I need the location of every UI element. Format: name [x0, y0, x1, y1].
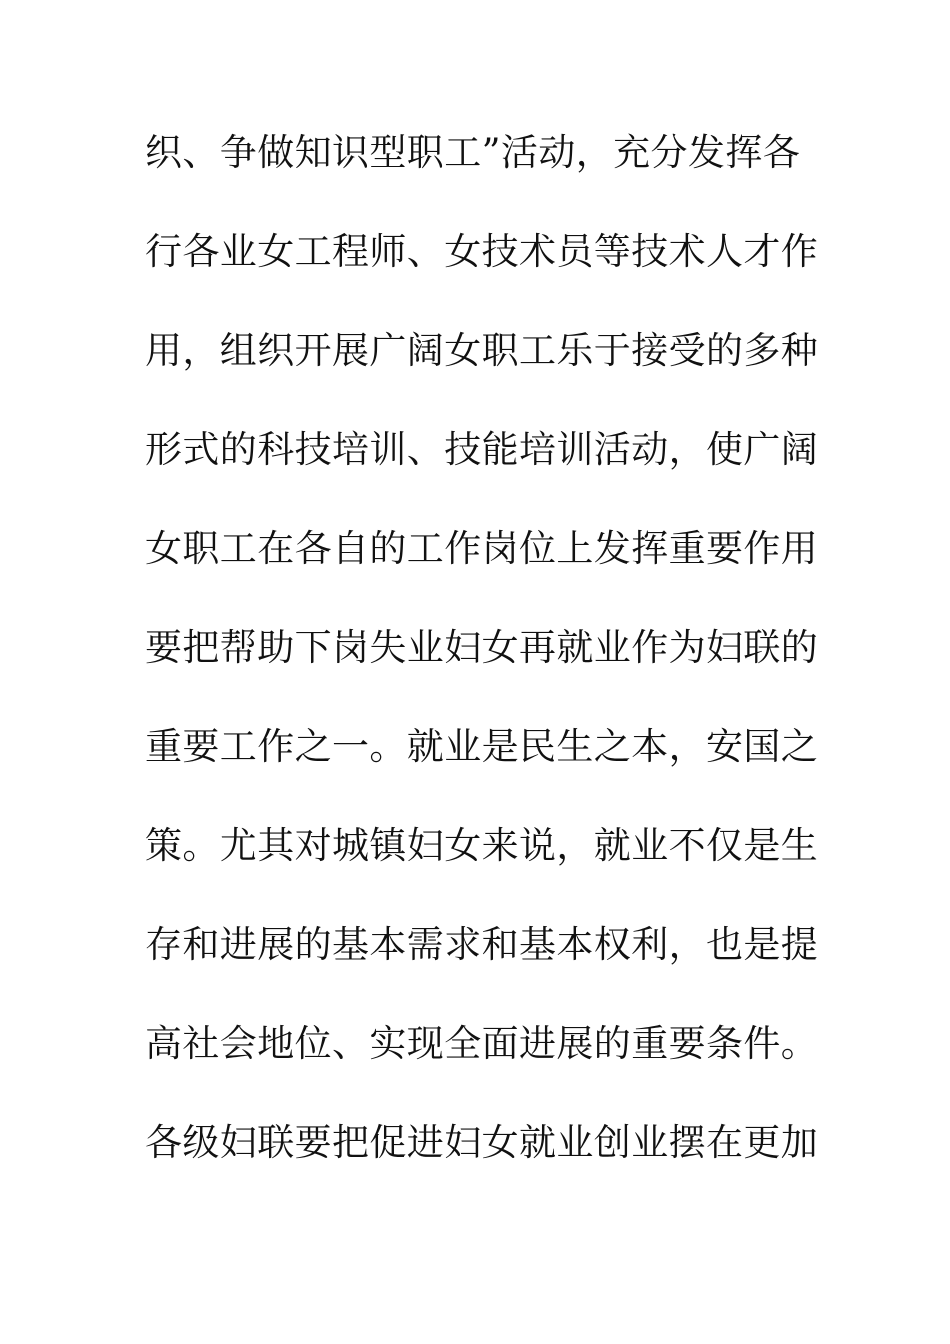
text-line: 重要工作之一。就业是民生之本，安国之 — [145, 725, 819, 768]
text-line: 存和进展的基本需求和基本权利，也是提 — [145, 923, 819, 966]
text-line: 织、争做知识型职工”活动，充分发挥各 — [145, 131, 801, 174]
text-line: 用，组织开展广阔女职工乐于接受的多种 — [145, 329, 819, 372]
body-text — [145, 120, 819, 1209]
text-line: 形式的科技培训、技能培训活动，使广阔 — [145, 428, 819, 471]
text-line: 行各业女工程师、女技术员等技术人才作 — [145, 230, 819, 273]
text-line: 要把帮助下岗失业妇女再就业作为妇联的 — [145, 626, 819, 669]
text-line: 各级妇联要把促进妇女就业创业摆在更加 — [145, 1121, 819, 1164]
text-line: 策。尤其对城镇妇女来说，就业不仅是生 — [145, 824, 819, 867]
text-line: 女职工在各自的工作岗位上发挥重要作用 — [145, 527, 819, 570]
text-line: 高社会地位、实现全面进展的重要条件。 — [145, 1022, 819, 1065]
